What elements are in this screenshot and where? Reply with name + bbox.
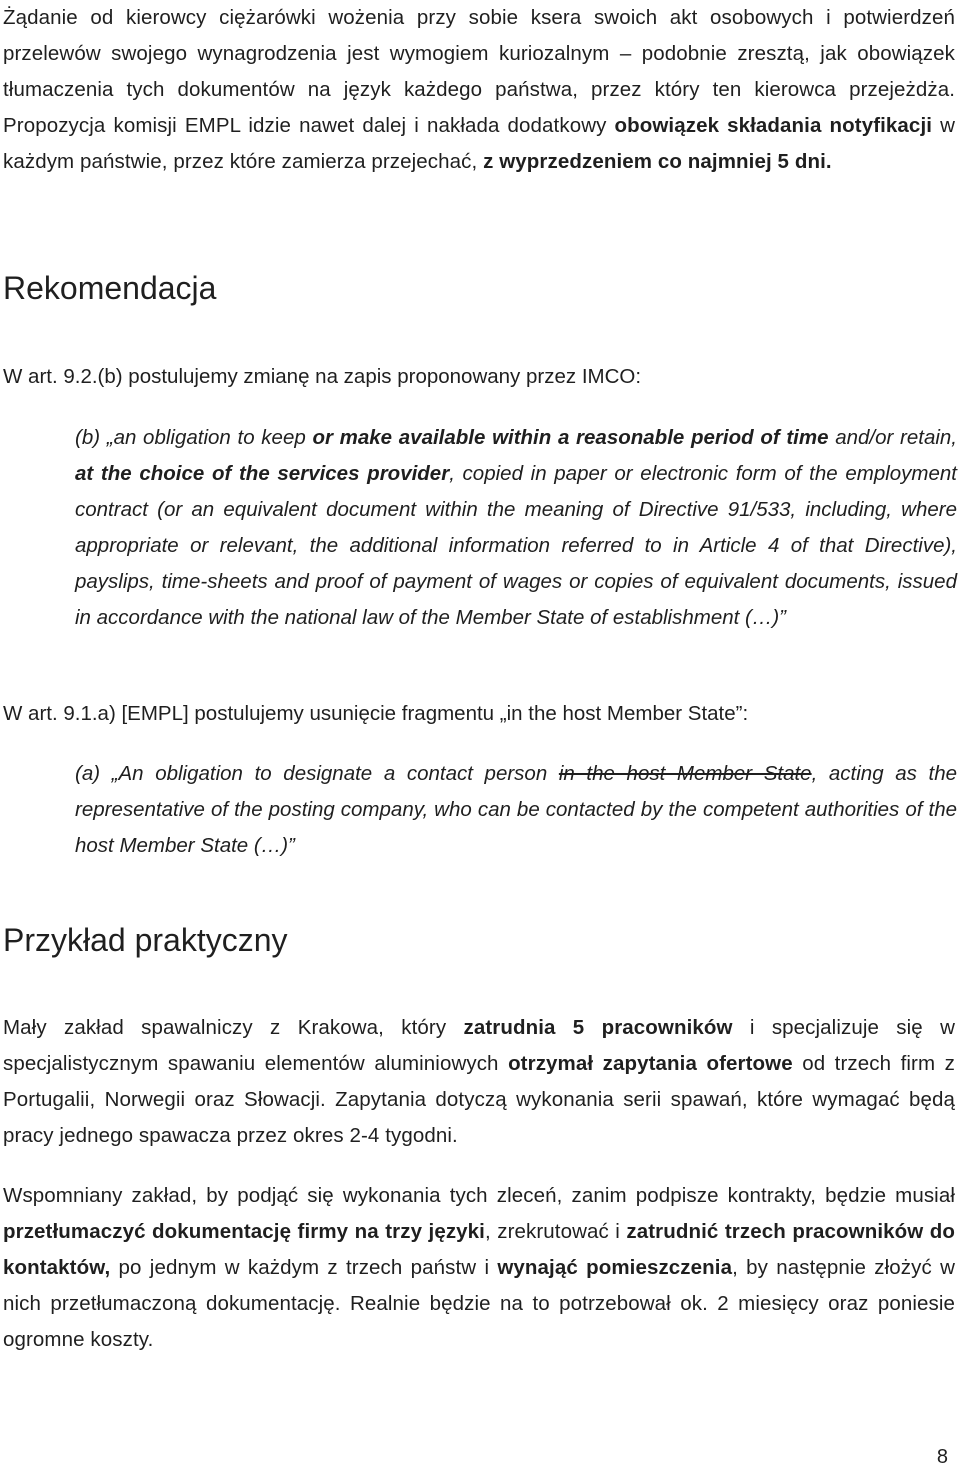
strikethrough-run: in the host Member State	[558, 762, 812, 785]
bold-run: or make available within a reasonable period of time	[312, 426, 829, 449]
text-run: w każdym państwie, przez które zamierza przejechać,	[3, 114, 955, 173]
bold-run: obowiązek składania notyfikacji	[614, 114, 933, 137]
page-number: 8	[936, 1446, 948, 1468]
text-run: , by następnie złożyć w nich przetłumaczoną dokumentację. Realnie będzie na to potrzebował ok. 2 miesięcy oraz poniesie ogromne koszty.	[3, 1256, 955, 1351]
art-9-2-line: W art. 9.2.(b) postulujemy zmianę na zapis proponowany przez IMCO:	[3, 365, 642, 388]
text-run: , acting as the representative of the posting company, who can be contacted by the competent authorities of the host Member State (…)”	[75, 762, 957, 857]
example-paragraph-2	[3, 1178, 955, 1358]
art-9-1-line: W art. 9.1.a) [EMPL] postulujemy usunięcie fragmentu „in the host Member State”:	[3, 702, 749, 725]
intro-paragraph	[3, 0, 955, 180]
text-run: (b) „an obligation to keep	[75, 426, 313, 449]
text-run: , copied in paper or electronic form of the employment contract (or an equivalent document within the meaning of Directive 91/533, including, where appropriate or relevant, the additional information referred to in Article 4 of that Directive), payslips, time-sheets and proof of payment of wages or copies of equivalent documents, issued in accordance with the national law of the Member State of establishment (…)”	[75, 462, 957, 629]
text-run: Mały zakład spawalniczy z Krakowa, który	[3, 1016, 464, 1039]
text-run: (a) „An obligation to designate a contact person	[75, 762, 559, 785]
example-paragraph-1	[3, 1010, 955, 1154]
quote-imco	[75, 420, 957, 636]
bold-run: otrzymał zapytania ofertowe	[508, 1052, 793, 1075]
bold-run: zatrudnia 5 pracowników	[463, 1016, 733, 1039]
text-run: od trzech firm z Portugalii, Norwegii oraz Słowacji. Zapytania dotyczą wykonania serii spawań, które wymagać będą pracy jednego spawacza przez okres 2-4 tygodni.	[3, 1052, 955, 1147]
bold-run: z wyprzedzeniem co najmniej 5 dni.	[483, 150, 832, 173]
text-run: , zrekrutować i	[484, 1220, 627, 1243]
text-run: i specjalizuje się w specjalistycznym spawaniu elementów aluminiowych	[3, 1016, 955, 1075]
bold-run: zatrudnić trzech pracowników do kontaktów,	[3, 1220, 955, 1279]
text-run: Wspomniany zakład, by podjąć się wykonania tych zleceń, zanim podpisze kontrakty, będzie musiał	[3, 1184, 955, 1207]
bold-run: wynająć pomieszczenia	[497, 1256, 733, 1279]
heading-rekomendacja: Rekomendacja	[3, 270, 217, 306]
text-run: and/or retain,	[828, 426, 957, 449]
text-run: po jednym w każdym z trzech państw i	[110, 1256, 498, 1279]
bold-run: przetłumaczyć dokumentację firmy na trzy języki	[3, 1220, 485, 1243]
bold-run: at the choice of the services provider	[75, 462, 450, 485]
heading-przyklad: Przykład praktyczny	[3, 922, 288, 958]
text-run: Żądanie od kierowcy ciężarówki wożenia przy sobie ksera swoich akt osobowych i potwierdzeń przelewów swojego wynagrodzenia jest wymogiem kuriozalnym – podobnie zresztą, jak obowiązek tłumaczenia tych dokumentów na język każdego państwa, przez który ten kierowca przejeżdża. Propozycja komisji EMPL idzie nawet dalej i nakłada dodatkowy	[3, 6, 955, 137]
quote-empl	[75, 756, 957, 864]
